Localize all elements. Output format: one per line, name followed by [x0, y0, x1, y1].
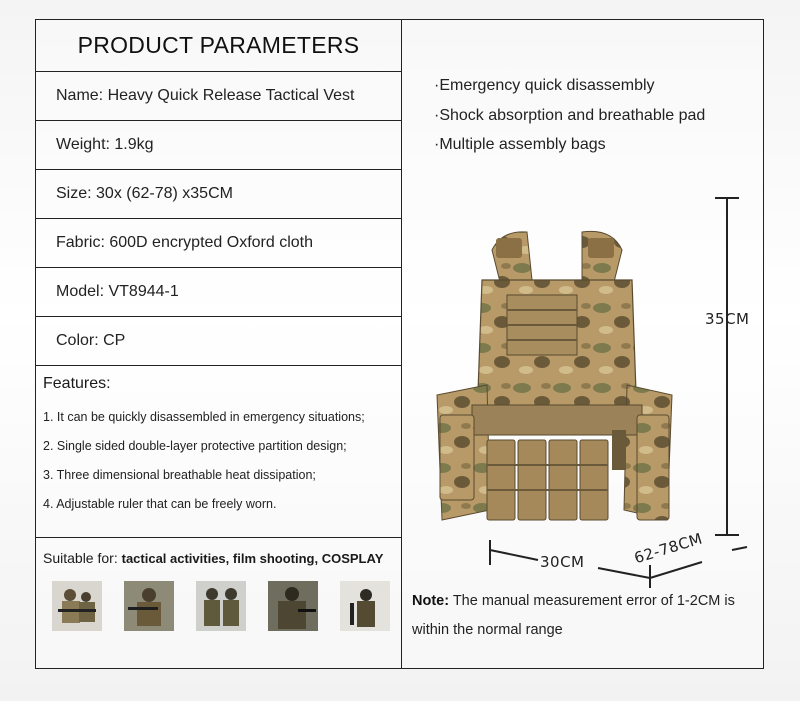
- usage-photo-4: [268, 581, 318, 631]
- param-fabric: Fabric: 600D encrypted Oxford cloth: [36, 219, 401, 268]
- usage-photo-1: [52, 581, 102, 631]
- feature-item: 2. Single sided double-layer protective partition design;: [43, 439, 347, 453]
- usage-photo-3: [196, 581, 246, 631]
- feature-item: 1. It can be quickly disassembled in emergency situations;: [43, 410, 365, 424]
- features-heading: Features:: [43, 375, 111, 392]
- suitable-value: tactical activities, film shooting, COSPLAY: [121, 551, 384, 566]
- bullet-item: ·Emergency quick disassembly: [434, 77, 655, 94]
- feature-item: 4. Adjustable ruler that can be freely worn.: [43, 497, 277, 511]
- param-model: Model: VT8944-1: [36, 268, 401, 317]
- param-name: Name: Heavy Quick Release Tactical Vest: [36, 72, 401, 121]
- bullet-item: ·Shock absorption and breathable pad: [434, 106, 706, 124]
- feature-item: 3. Three dimensional breathable heat dissipation;: [43, 468, 316, 482]
- suitable-for: [36, 538, 401, 631]
- features-section: [36, 366, 401, 538]
- param-weight: Weight: 1.9kg: [36, 121, 401, 170]
- usage-thumbnails: [43, 581, 401, 631]
- page-title: PRODUCT PARAMETERS: [36, 20, 401, 72]
- note-label: Note:: [412, 593, 450, 609]
- bullet-item: ·Multiple assembly bags: [434, 136, 606, 153]
- usage-photo-5: [340, 581, 390, 631]
- measurement-note: [412, 587, 762, 645]
- depth-dimension: 62-78CM: [632, 529, 705, 568]
- parameters-column: [36, 20, 401, 631]
- product-image-column: [402, 20, 764, 668]
- width-dimension: 30CM: [540, 553, 585, 571]
- height-dimension: 35CM: [705, 310, 750, 328]
- usage-photo-2: [124, 581, 174, 631]
- product-panel: [35, 19, 764, 669]
- suitable-label: Suitable for:: [43, 550, 118, 566]
- param-color: Color: CP: [36, 317, 401, 366]
- note-text: The manual measurement error of 1-2CM is within the normal range: [412, 593, 735, 638]
- param-size: Size: 30x (62-78) x35CM: [36, 170, 401, 219]
